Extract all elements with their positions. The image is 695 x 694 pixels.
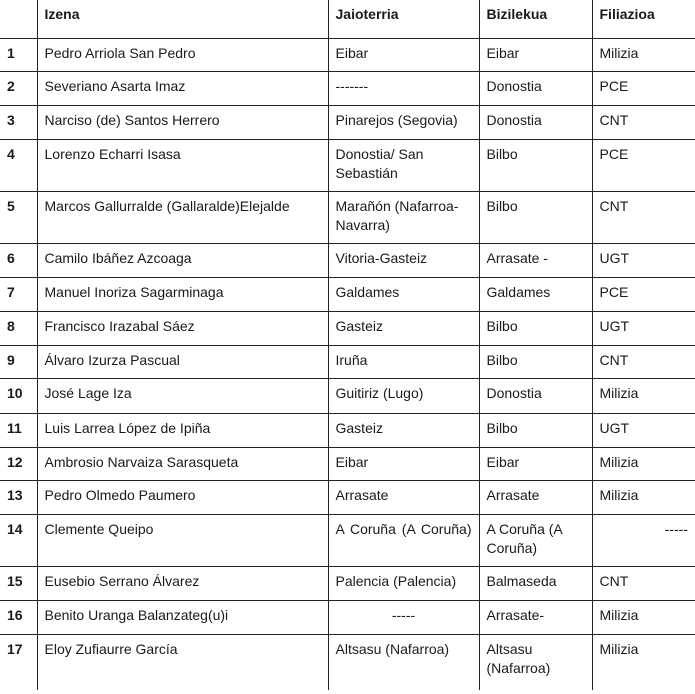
row-number: 11 — [0, 413, 37, 447]
cell-izena: Ambrosio Narvaiza Sarasqueta — [37, 447, 328, 480]
cell-filiazioa: CNT — [592, 346, 695, 379]
row-number: 17 — [0, 635, 37, 690]
cell-filiazioa: Milizia — [592, 38, 695, 71]
cell-jaioterria: Gasteiz — [328, 312, 479, 346]
cell-bizilekua: Eibar — [479, 447, 592, 480]
cell-bizilekua: Bilbo — [479, 139, 592, 191]
row-number: 6 — [0, 244, 37, 278]
cell-filiazioa: PCE — [592, 71, 695, 105]
cell-bizilekua: A Coruña (A Coruña) — [479, 514, 592, 566]
cell-jaioterria: Eibar — [328, 38, 479, 71]
row-number: 2 — [0, 71, 37, 105]
cell-jaioterria: Altsasu (Nafarroa) — [328, 635, 479, 690]
row-number: 5 — [0, 191, 37, 243]
cell-izena: Eloy Zufiaurre García — [37, 635, 328, 690]
table-row — [0, 379, 695, 413]
table-row — [0, 567, 695, 601]
table-row — [0, 191, 695, 243]
cell-bizilekua: Bilbo — [479, 346, 592, 379]
row-number: 7 — [0, 278, 37, 312]
cell-izena: José Lage Iza — [37, 379, 328, 413]
header-number — [0, 0, 37, 38]
header-jaioterria: Jaioterria — [328, 0, 479, 38]
table-row — [0, 139, 695, 191]
row-number: 9 — [0, 346, 37, 379]
row-number: 1 — [0, 38, 37, 71]
cell-bizilekua: Arrasate- — [479, 601, 592, 635]
cell-filiazioa: UGT — [592, 413, 695, 447]
table-row — [0, 244, 695, 278]
cell-filiazioa: Milizia — [592, 601, 695, 635]
cell-izena: Luis Larrea López de Ipiña — [37, 413, 328, 447]
cell-filiazioa: UGT — [592, 244, 695, 278]
row-number: 14 — [0, 514, 37, 566]
cell-filiazioa: Milizia — [592, 447, 695, 480]
cell-izena: Pedro Arriola San Pedro — [37, 38, 328, 71]
table-row — [0, 346, 695, 379]
row-number: 12 — [0, 447, 37, 480]
table-row — [0, 105, 695, 139]
row-number: 8 — [0, 312, 37, 346]
table-row — [0, 278, 695, 312]
cell-filiazioa: CNT — [592, 105, 695, 139]
cell-bizilekua: Bilbo — [479, 312, 592, 346]
cell-jaioterria: Vitoria-Gasteiz — [328, 244, 479, 278]
cell-izena: Álvaro Izurza Pascual — [37, 346, 328, 379]
cell-jaioterria: ----- — [328, 601, 479, 635]
cell-bizilekua: Donostia — [479, 105, 592, 139]
cell-filiazioa: CNT — [592, 191, 695, 243]
cell-jaioterria: Palencia (Palencia) — [328, 567, 479, 601]
header-bizilekua: Bizilekua — [479, 0, 592, 38]
table-row — [0, 312, 695, 346]
cell-filiazioa: Milizia — [592, 480, 695, 514]
cell-izena: Benito Uranga Balanzateg(u)i — [37, 601, 328, 635]
cell-filiazioa: Milizia — [592, 379, 695, 413]
cell-bizilekua: Galdames — [479, 278, 592, 312]
header-izena: Izena — [37, 0, 328, 38]
cell-izena: Eusebio Serrano Álvarez — [37, 567, 328, 601]
cell-filiazioa: PCE — [592, 278, 695, 312]
row-number: 4 — [0, 139, 37, 191]
table-row — [0, 514, 695, 566]
cell-jaioterria: Gasteiz — [328, 413, 479, 447]
cell-bizilekua: Balmaseda — [479, 567, 592, 601]
row-number: 16 — [0, 601, 37, 635]
cell-bizilekua: Arrasate — [479, 480, 592, 514]
cell-izena: Narciso (de) Santos Herrero — [37, 105, 328, 139]
cell-jaioterria: A Coruña (A Coruña) — [328, 514, 479, 566]
cell-izena: Severiano Asarta Imaz — [37, 71, 328, 105]
cell-bizilekua: Donostia — [479, 71, 592, 105]
cell-jaioterria: Iruña — [328, 346, 479, 379]
cell-jaioterria: Pinarejos (Segovia) — [328, 105, 479, 139]
row-number: 13 — [0, 480, 37, 514]
cell-izena: Clemente Queipo — [37, 514, 328, 566]
row-number: 15 — [0, 567, 37, 601]
table-row — [0, 480, 695, 514]
cell-filiazioa: Milizia — [592, 635, 695, 690]
cell-izena: Pedro Olmedo Paumero — [37, 480, 328, 514]
cell-izena: Lorenzo Echarri Isasa — [37, 139, 328, 191]
cell-bizilekua: Eibar — [479, 38, 592, 71]
header-row — [0, 0, 695, 38]
cell-jaioterria: Galdames — [328, 278, 479, 312]
cell-bizilekua: Bilbo — [479, 413, 592, 447]
cell-bizilekua: Bilbo — [479, 191, 592, 243]
cell-jaioterria: ------- — [328, 71, 479, 105]
table-row — [0, 413, 695, 447]
cell-jaioterria: Eibar — [328, 447, 479, 480]
header-filiazioa: Filiazioa — [592, 0, 695, 38]
cell-izena: Francisco Irazabal Sáez — [37, 312, 328, 346]
cell-jaioterria: Guitiriz (Lugo) — [328, 379, 479, 413]
table-row — [0, 635, 695, 690]
cell-bizilekua: Donostia — [479, 379, 592, 413]
table-row — [0, 71, 695, 105]
row-number: 10 — [0, 379, 37, 413]
cell-filiazioa: CNT — [592, 567, 695, 601]
cell-filiazioa: UGT — [592, 312, 695, 346]
cell-filiazioa: ----- — [592, 514, 695, 566]
cell-filiazioa: PCE — [592, 139, 695, 191]
table-row — [0, 447, 695, 480]
cell-izena: Camilo Ibáñez Azcoaga — [37, 244, 328, 278]
table-row — [0, 601, 695, 635]
table-row — [0, 38, 695, 71]
cell-izena: Marcos Gallurralde (Gallaralde)Elejalde — [37, 191, 328, 243]
cell-jaioterria: Arrasate — [328, 480, 479, 514]
cell-bizilekua: Altsasu (Nafarroa) — [479, 635, 592, 690]
cell-bizilekua: Arrasate - — [479, 244, 592, 278]
cell-izena: Manuel Inoriza Sagarminaga — [37, 278, 328, 312]
cell-jaioterria: Donostia/ San Sebastián — [328, 139, 479, 191]
cell-jaioterria: Marañón (Nafarroa-Navarra) — [328, 191, 479, 243]
row-number: 3 — [0, 105, 37, 139]
